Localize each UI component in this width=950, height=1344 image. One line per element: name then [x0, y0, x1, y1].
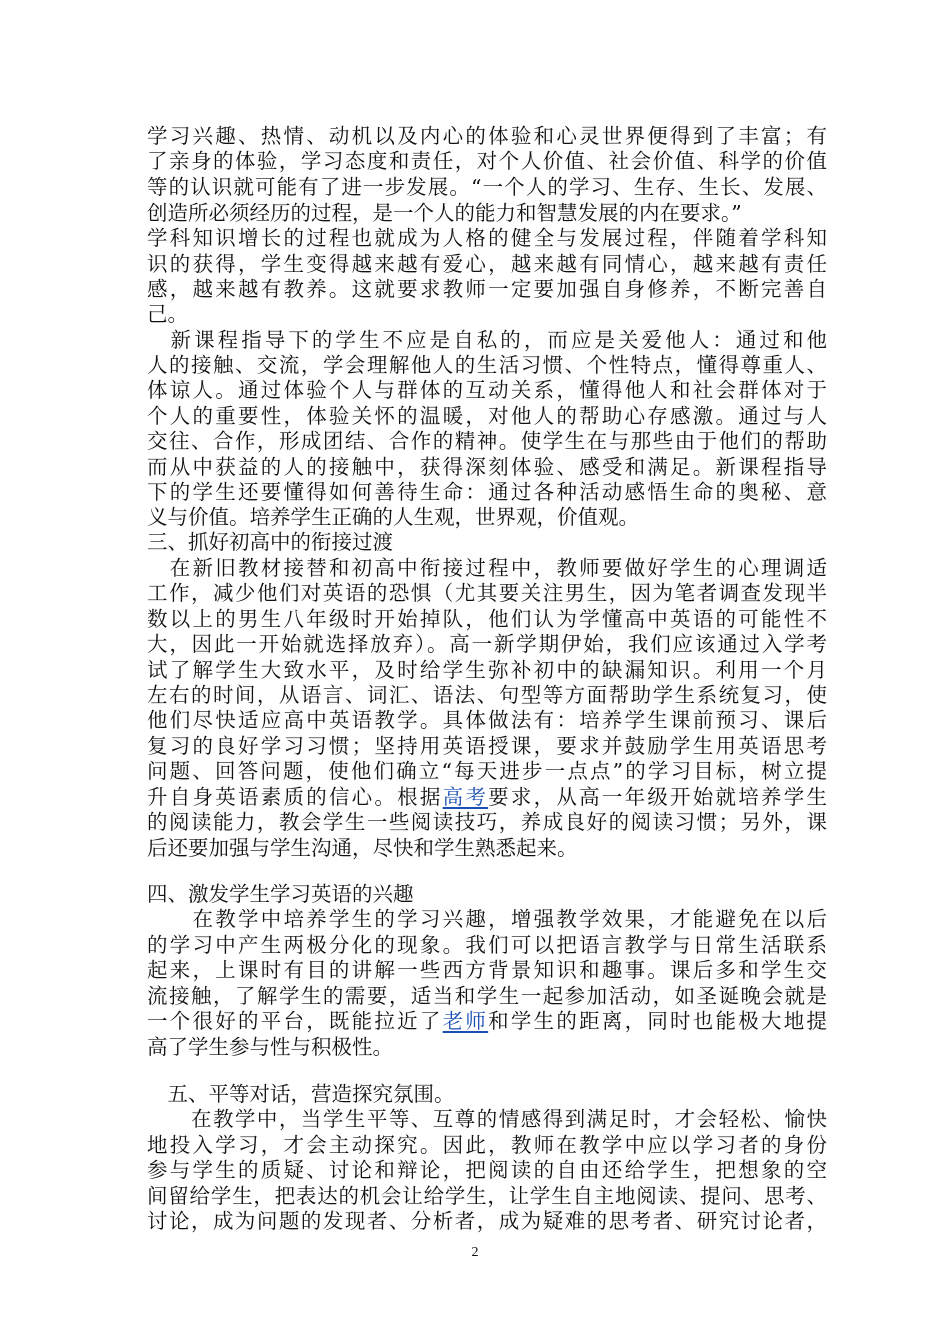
paragraph-line-with-link	[147, 785, 827, 810]
text-segment: 升自身英语素质的信心。根据	[147, 785, 443, 809]
paragraph-line: 新课程指导下的学生不应是自私的，而应是关爱他人：通过和他	[147, 328, 827, 352]
paragraph-line: 交往、合作，形成团结、合作的精神。使学生在与那些由于他们的帮助	[147, 429, 827, 453]
paragraph-line: 下的学生还要懂得如何善待生命：通过各种活动感悟生命的奥秘、意	[147, 480, 827, 504]
text-segment: 要求，从高一年级开始就培养学生	[488, 785, 828, 809]
paragraph-line: 间留给学生，把表达的机会让给学生，让学生自主地阅读、提问、思考、	[147, 1184, 827, 1208]
paragraph-line: 起来，上课时有目的讲解一些西方背景知识和趣事。课后多和学生交	[147, 958, 827, 982]
paragraph-line: 工作，减少他们对英语的恐惧（尤其要关注男生，因为笔者调查发现半	[147, 581, 827, 605]
paragraph-line: 学科知识增长的过程也就成为人格的健全与发展过程，伴随着学科知	[147, 226, 827, 250]
paragraph-line: 在新旧教材接替和初高中衔接过程中，教师要做好学生的心理调适	[147, 556, 827, 580]
paragraph-line: 的阅读能力，教会学生一些阅读技巧，养成良好的阅读习惯；另外，课	[147, 810, 827, 834]
paragraph-line: 识的获得，学生变得越来越有爱心，越来越有同情心，越来越有责任	[147, 252, 827, 276]
paragraph-line: 问题、回答问题，使他们确立“每天进步一点点”的学习目标，树立提	[147, 759, 827, 783]
paragraph-line: 高了学生参与性与积极性。	[147, 1035, 393, 1059]
text-segment: 一个很好的平台，既能拉近了	[147, 1009, 443, 1033]
paragraph-line: 左右的时间，从语言、词汇、语法、句型等方面帮助学生系统复习，使	[147, 683, 827, 707]
section-heading: 三、抓好初高中的衔接过渡	[147, 530, 393, 554]
paragraph-line: 义与价值。培养学生正确的人生观，世界观，价值观。	[147, 505, 639, 529]
paragraph-line: 学习兴趣、热情、动机以及内心的体验和心灵世界便得到了丰富；有	[147, 124, 827, 148]
section-heading: 五、平等对话，营造探究氛围。	[147, 1082, 455, 1106]
paragraph-line: 己。	[147, 302, 188, 326]
paragraph-line: 等的认识就可能有了进一步发展。“一个人的学习、生存、生长、发展、	[147, 175, 827, 199]
paragraph-line: 感，越来越有教养。这就要求教师一定要加强自身修养，不断完善自	[147, 277, 827, 301]
paragraph-line: 了亲身的体验，学习态度和责任，对个人价值、社会价值、科学的价值	[147, 149, 827, 173]
paragraph-line: 后还要加强与学生沟通，尽快和学生熟悉起来。	[147, 836, 578, 860]
paragraph-line: 体谅人。通过体验个人与群体的互动关系，懂得他人和社会群体对于	[147, 378, 827, 402]
teacher-link[interactable]: 老师	[442, 1009, 489, 1033]
paragraph-line: 讨论，成为问题的发现者、分析者，成为疑难的思考者、研究讨论者，	[147, 1209, 827, 1233]
section-heading: 四、激发学生学习英语的兴趣	[147, 882, 414, 906]
text-segment: 和学生的距离，同时也能极大地提	[488, 1009, 828, 1033]
paragraph-line: 地投入学习，才会主动探究。因此，教师在教学中应以学习者的身份	[147, 1133, 827, 1157]
paragraph-line: 参与学生的质疑、讨论和辩论，把阅读的自由还给学生，把想象的空	[147, 1158, 827, 1182]
paragraph-line: 他们尽快适应高中英语教学。具体做法有：培养学生课前预习、课后	[147, 708, 827, 732]
gaokao-link[interactable]: 高考	[442, 785, 489, 809]
paragraph-line: 在教学中，当学生平等、互尊的情感得到满足时，才会轻松、愉快	[147, 1107, 827, 1131]
paragraph-line: 流接触，了解学生的需要，适当和学生一起参加活动，如圣诞晚会就是	[147, 984, 827, 1008]
paragraph-line: 人的接触、交流，学会理解他人的生活习惯、个性特点，懂得尊重人、	[147, 353, 827, 377]
paragraph-line: 而从中获益的人的接触中，获得深刻体验、感受和满足。新课程指导	[147, 455, 827, 479]
paragraph-line: 创造所必须经历的过程，是一个人的能力和智慧发展的内在要求。”	[147, 201, 742, 225]
paragraph-line: 试了解学生大致水平，及时给学生弥补初中的缺漏知识。利用一个月	[147, 658, 827, 682]
paragraph-line: 复习的良好学习习惯；坚持用英语授课，要求并鼓励学生用英语思考	[147, 734, 827, 758]
paragraph-line-with-link	[147, 1009, 827, 1034]
paragraph-line: 数以上的男生八年级时开始掉队，他们认为学懂高中英语的可能性不	[147, 607, 827, 631]
paragraph-line: 个人的重要性，体验关怀的温暖，对他人的帮助心存感激。通过与人	[147, 404, 827, 428]
paragraph-line: 的学习中产生两极分化的现象。我们可以把语言教学与日常生活联系	[147, 933, 827, 957]
page-number: 2	[471, 1245, 479, 1260]
paragraph-line: 大，因此一开始就选择放弃）。高一新学期伊始，我们应该通过入学考	[147, 632, 827, 656]
paragraph-line: 在教学中培养学生的学习兴趣，增强教学效果，才能避免在以后	[147, 907, 827, 931]
